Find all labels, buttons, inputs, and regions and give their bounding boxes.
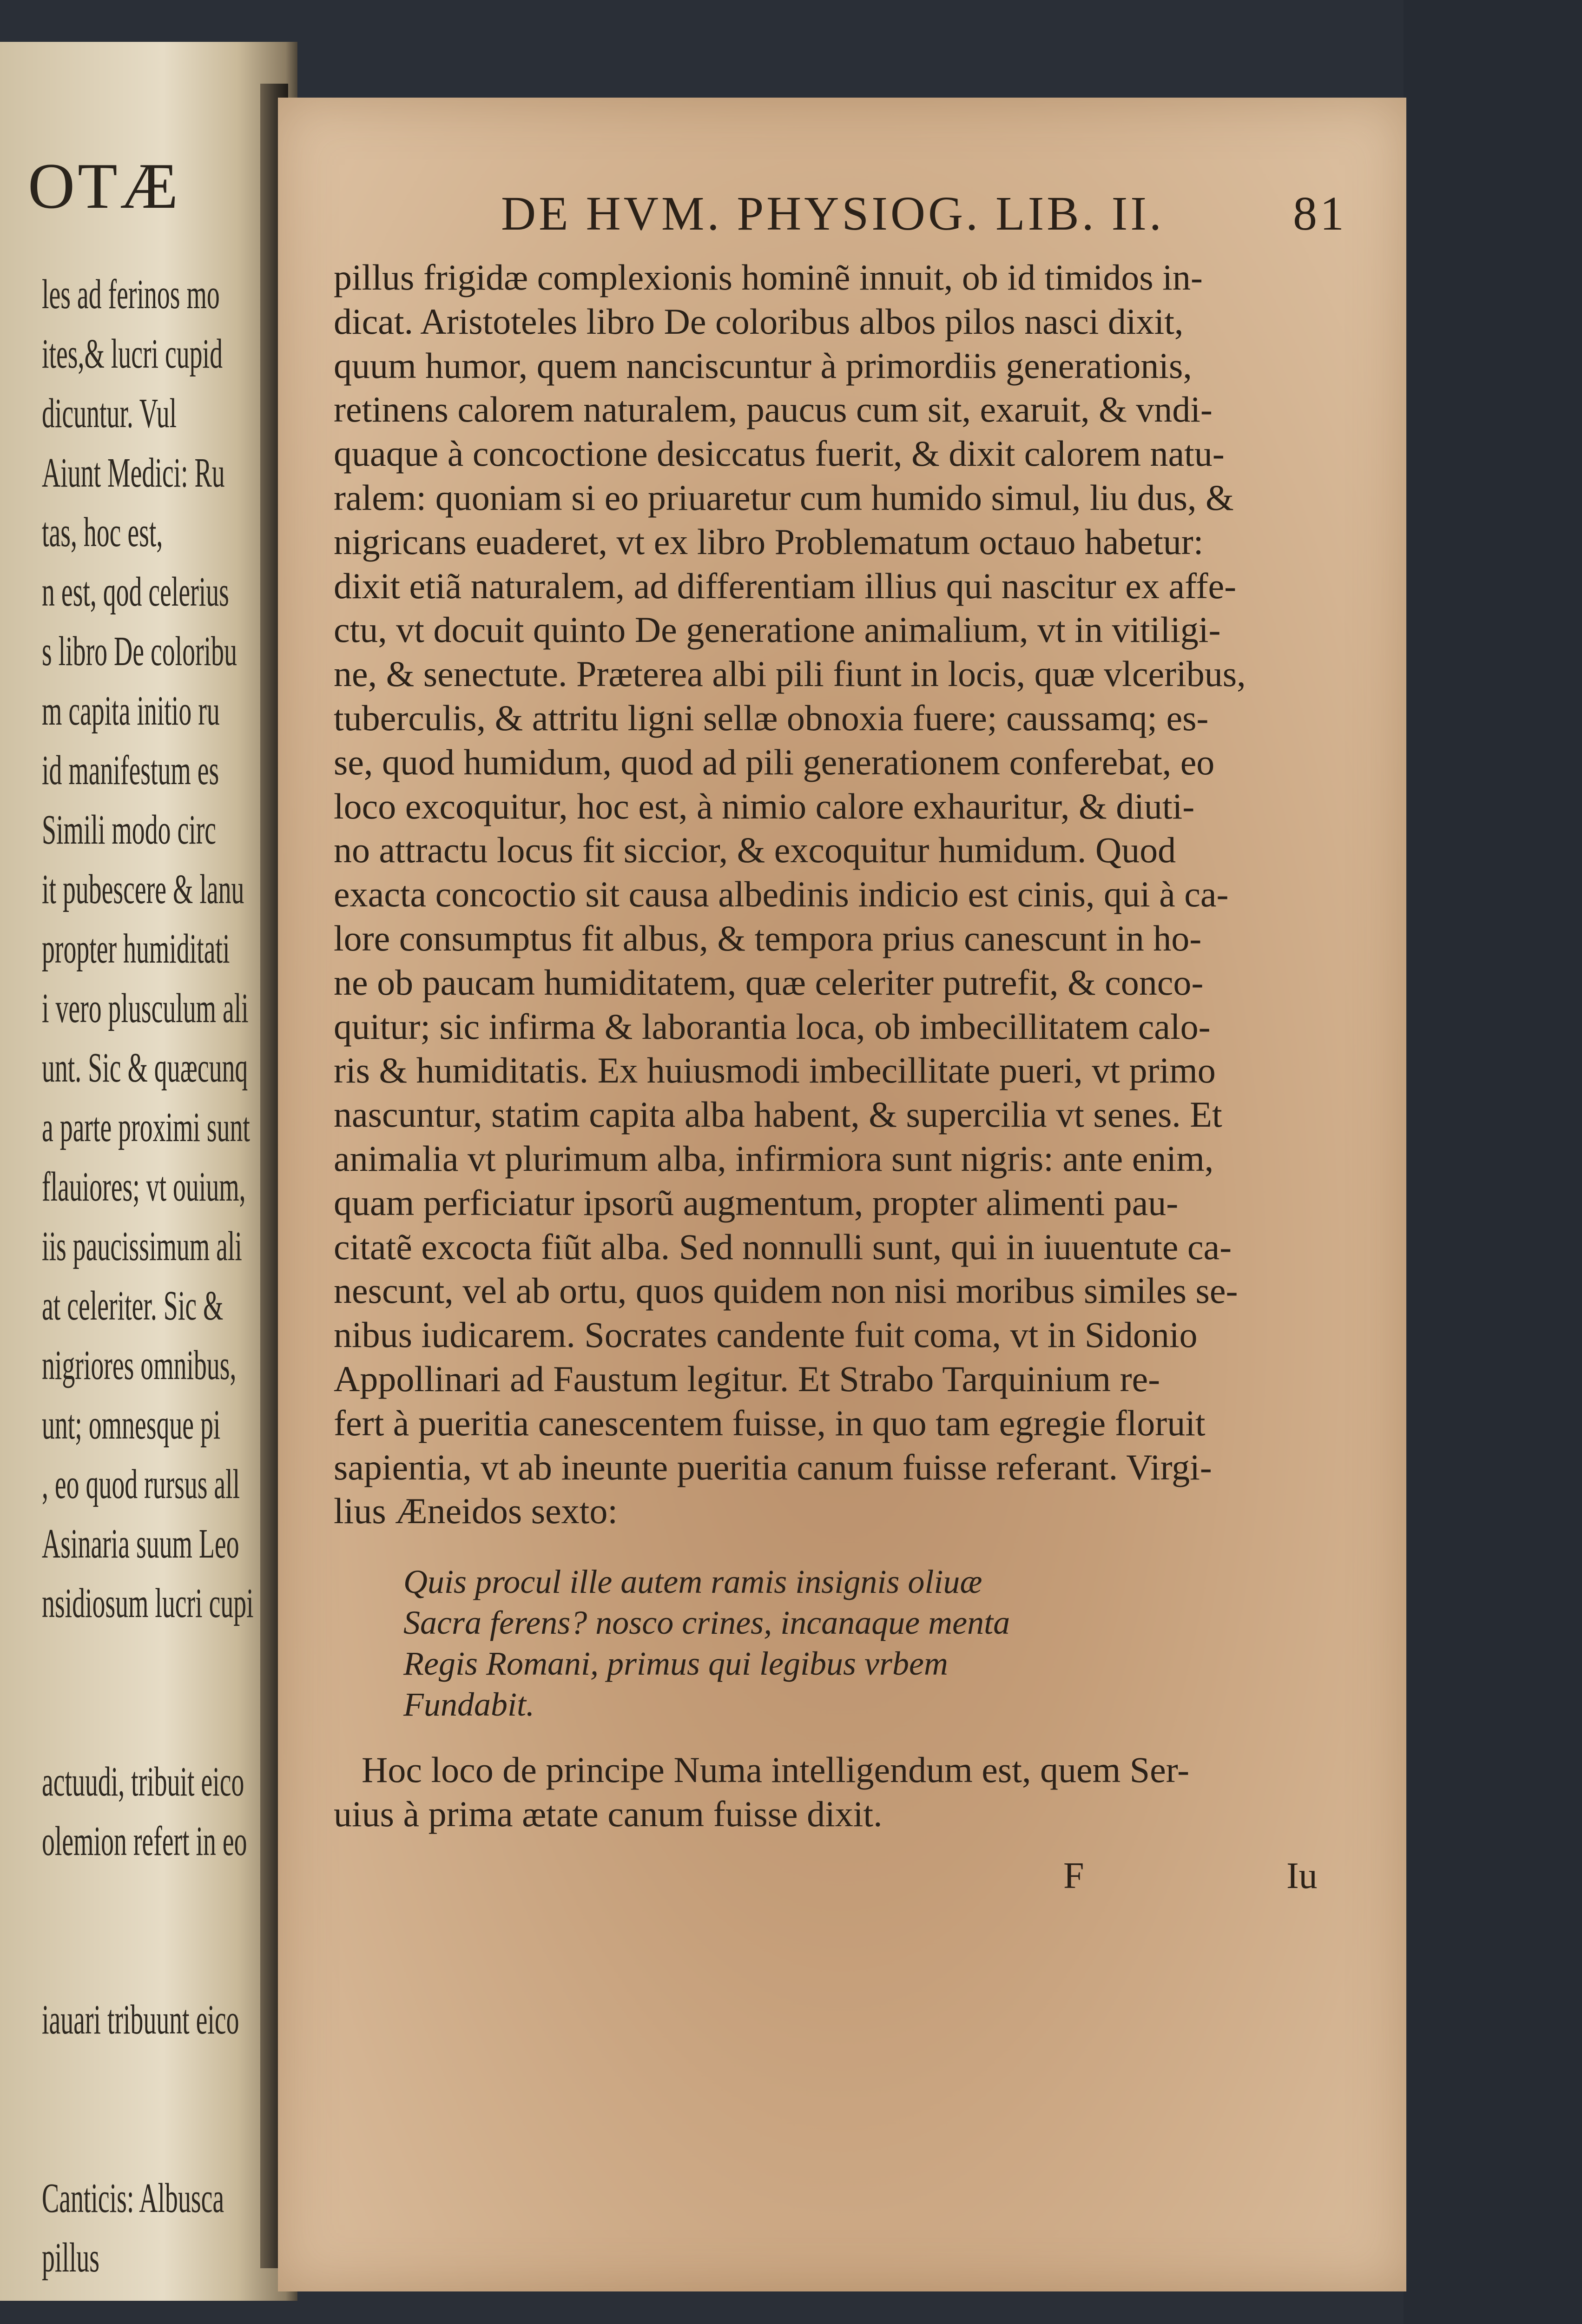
body-line: nascuntur, statim capita alba habent, & supercilia vt senes. Et (334, 1094, 1222, 1135)
left-page-line: n est, qod celerius (42, 569, 229, 615)
body-line: citatẽ excocta fiũt alba. Sed nonnulli sunt, qui in iuuentute ca- (334, 1226, 1232, 1267)
body-line: pillus frigidæ complexionis hominẽ innuit, ob id timidos in- (334, 257, 1203, 297)
left-page-line: unt. Sic & quæcunq (42, 1045, 248, 1091)
left-page-line: tas, hoc est, (42, 509, 163, 555)
left-page-line: a parte proximi sunt (42, 1104, 250, 1150)
body-line: ris & humiditatis. Ex huiusmodi imbecillitate pueri, vt primo (334, 1050, 1216, 1091)
left-page-line: i vero plusculum ali (42, 985, 249, 1031)
closing-line: Hoc loco de principe Numa intelligendum est, quem Ser- (362, 1750, 1190, 1790)
left-page-line: olemion refert in eo (42, 1818, 247, 1864)
body-line: nigricans euaderet, vt ex libro Problematum octauo habetur: (334, 521, 1204, 562)
closing-paragraph (334, 1748, 1347, 1836)
body-line: no attractu locus fit siccior, & excoquitur humidum. Quod (334, 830, 1176, 871)
body-line: se, quod humidum, quod ad pili generationem conferebat, eo (334, 741, 1215, 782)
verse-line: Quis procul ille autem ramis insignis oliuæ (403, 1563, 982, 1601)
signature-mark: F (1063, 1855, 1084, 1896)
left-page-line (42, 1871, 203, 1931)
left-page-line (42, 1931, 203, 1990)
verse-line: Sacra ferens? nosco crines, incanaque menta (403, 1604, 1010, 1642)
body-line: nescunt, vel ab ortu, quos quidem non nisi moribus similes se- (334, 1270, 1238, 1311)
body-line: dixit etiã naturalem, ad differentiam illius qui nascitur ex affe- (334, 565, 1237, 606)
current-page (278, 98, 1406, 2291)
left-page-line: s libro De coloribu (42, 628, 237, 674)
body-line: nibus iudicarem. Socrates candente fuit coma, vt in Sidonio (334, 1314, 1198, 1355)
verse-line: Regis Romani, primus qui legibus vrbem (403, 1645, 948, 1683)
left-page-line: iauari tribuunt eico (42, 1997, 239, 2043)
body-line: ralem: quoniam si eo priuaretur cum humido simul, liu dus, & (334, 477, 1234, 518)
left-page-line: , eo quod rursus all (42, 1461, 240, 1507)
running-head-title: DE HVM. PHYSIOG. LIB. II. (501, 187, 1164, 240)
body-line: quitur; sic infirma & laborantia loca, ob imbecillitatem calo- (334, 1006, 1211, 1047)
previous-page (0, 42, 297, 2301)
body-line: ctu, vt docuit quinto De generatione animalium, vt in vitiligi- (334, 609, 1221, 650)
left-page-line: at celeriter. Sic & (42, 1283, 224, 1329)
page-footer (334, 1855, 1347, 1911)
body-line: quam perficiatur ipsorũ augmentum, propter alimenti pau- (334, 1182, 1179, 1223)
left-page-line: actuudi, tribuit eico (42, 1759, 244, 1805)
catchword: Iu (1286, 1855, 1318, 1896)
left-page-line (42, 1633, 203, 1693)
body-paragraph (334, 256, 1347, 1533)
body-line: loco excoquitur, hoc est, à nimio calore exhauritur, & diuti- (334, 786, 1195, 826)
left-page-line: id manifestum es (42, 747, 219, 793)
body-line: lius Æneidos sexto: (334, 1491, 618, 1532)
body-line: exacta concoctio sit causa albedinis indicio est cinis, qui à ca- (334, 874, 1229, 915)
body-line: quum humor, quem nanciscuntur à primordiis generationis, (334, 345, 1192, 386)
left-page-line (42, 2050, 203, 2109)
body-line: retinens calorem naturalem, paucus cum sit, exaruit, & vndi- (334, 389, 1213, 430)
body-line: animalia vt plurimum alba, infirmiora sunt nigris: ante enim, (334, 1138, 1214, 1179)
verse-quotation (334, 1561, 1347, 1725)
left-page-line: unt; omnesque pi (42, 1402, 221, 1448)
left-page-line: Aiunt Medici: Ru (42, 450, 225, 496)
body-line: fert à pueritia canescentem fuisse, in quo tam egregie floruit (334, 1402, 1206, 1443)
left-page-line: les ad ferinos mo (42, 271, 220, 317)
left-page-line: nigriores omnibus, (42, 1342, 237, 1388)
running-head (334, 186, 1347, 256)
text-block (334, 186, 1347, 1911)
body-line: dicat. Aristoteles libro De coloribus albos pilos nasci dixit, (334, 301, 1184, 342)
body-line: ne, & senectute. Præterea albi pili fiunt in locis, quæ vlceribus, (334, 654, 1246, 694)
left-page-line: m capita initio ru (42, 688, 220, 734)
background-edge (1404, 0, 1582, 2324)
left-running-head: OTÆ (28, 150, 181, 222)
left-page-line (42, 2109, 203, 2169)
page-number: 81 (1293, 187, 1347, 240)
left-page-line: pillus (42, 2235, 100, 2281)
left-page-line: dicuntur. Vul (42, 390, 177, 436)
closing-line: uius à prima ætate canum fuisse dixit. (334, 1793, 883, 1834)
body-line: quaque à concoctione desiccatus fuerit, & dixit calorem natu- (334, 433, 1225, 474)
left-page-line: Canticis: Albusca (42, 2175, 224, 2221)
left-page-line (42, 1693, 203, 1752)
left-page-line: flauiores; vt ouium, (42, 1164, 246, 1210)
body-line: tuberculis, & attritu ligni sellæ obnoxia fuere; caussamq; es- (334, 697, 1209, 738)
left-page-line: propter humiditati (42, 926, 230, 972)
left-page-line: nsidiosum lucri cupi (42, 1580, 254, 1626)
left-page-line: iis paucissimum ali (42, 1223, 242, 1269)
body-line: Appollinari ad Faustum legitur. Et Strabo Tarquinium re- (334, 1358, 1160, 1399)
left-page-line: Asinaria suum Leo (42, 1521, 239, 1567)
body-line: sapientia, vt ab ineunte pueritia canum fuisse referant. Virgi- (334, 1446, 1212, 1487)
body-line: lore consumptus fit albus, & tempora prius canescunt in ho- (334, 918, 1202, 958)
left-page-line: ites,& lucri cupid (42, 331, 223, 377)
left-page-line: it pubescere & lanu (42, 866, 244, 912)
body-line: ne ob paucam humiditatem, quæ celeriter putrefit, & conco- (334, 962, 1204, 1003)
verse-line: Fundabit. (403, 1686, 534, 1723)
left-page-line: Simili modo circ (42, 807, 217, 853)
